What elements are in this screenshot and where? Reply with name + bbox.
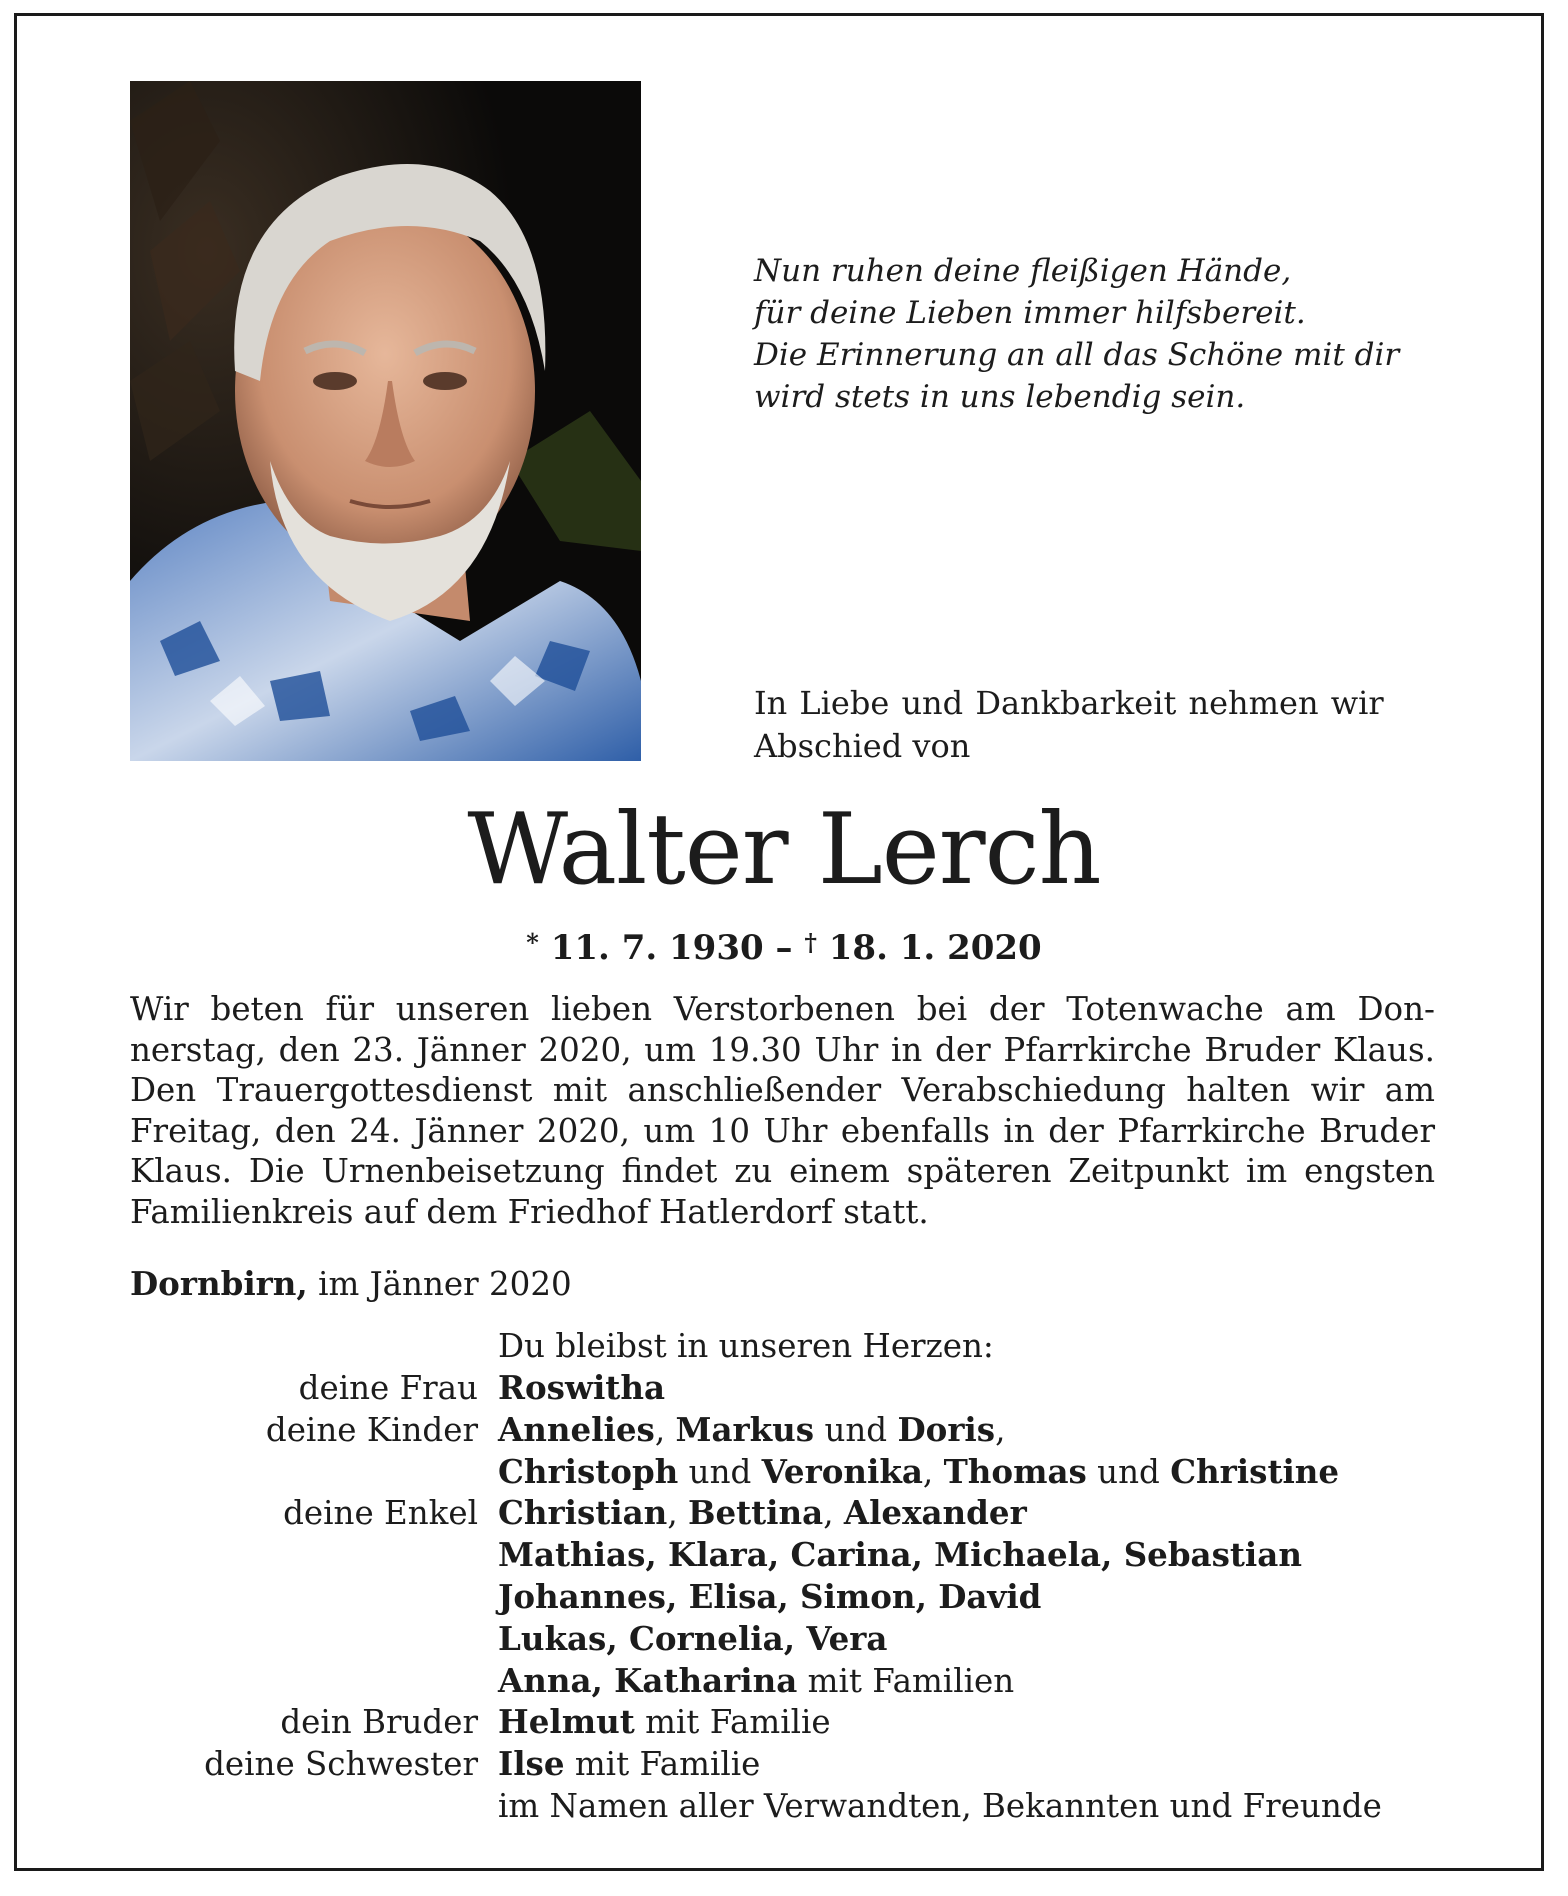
relation-names [498,1367,665,1409]
name-connector: im Namen aller Verwandten, Bekannten und Freunde [498,1787,1382,1825]
mourner-name: Alexander [843,1493,1027,1533]
relation-names [498,1743,760,1785]
place-date [130,1264,572,1304]
intro-line: In Liebe und Dankbarkeit nehmen wir [754,684,1384,722]
mourner-row [130,1492,1530,1534]
quote-line: Die Erinnerung an all das Schöne mit dir [754,337,1400,373]
mourner-name: Thomas [943,1451,1087,1491]
mourner-name: Lukas, Cornelia, Vera [498,1618,888,1658]
relation-names [498,1534,1302,1576]
relation-names [498,1576,1041,1618]
mourner-name: Mathias, Klara, Carina, Michaela, Sebastian [498,1535,1302,1575]
relation-label: deine Schwester [204,1745,478,1784]
funeral-announcement [130,989,1435,1232]
death-symbol: † [804,928,817,957]
announcement-line: Den Trauergottesdienst mit anschließender Verabschiedung halten wir am [130,1071,1435,1109]
mourner-name: Annelies [498,1409,655,1449]
mourner-row [130,1660,1530,1702]
place: Dornbirn, [130,1264,308,1303]
mourner-name: Markus [675,1409,815,1449]
mourner-row [130,1409,1530,1451]
mourner-row [130,1743,1530,1785]
mourner-row [130,1576,1530,1618]
farewell-intro [754,682,1434,768]
announcement-line: Wir beten für unseren lieben Verstorbenen bei der Totenwache am Don- [130,990,1435,1028]
mourner-row [130,1785,1530,1827]
mourners-heading: Du bleibst in unseren Herzen: [498,1327,994,1365]
life-dates [0,920,1568,971]
quote-line: für deine Lieben immer hilfsbereit. [754,295,1306,331]
relation-label: dein Bruder [280,1703,478,1742]
relation-names [498,1409,1005,1451]
mourner-name: Anna, Katharina [498,1660,798,1700]
name-connector: , [995,1410,1006,1449]
date: im Jänner 2020 [307,1265,572,1303]
name-connector: und [1086,1452,1171,1491]
mourner-row [130,1701,1530,1743]
name-connector: , [922,1452,944,1491]
name-connector: , [654,1410,676,1449]
intro-line: Abschied von [754,727,971,765]
quote-line: Nun ruhen deine fleißigen Hände, [754,253,1292,289]
announcement-line: nerstag, den 23. Jänner 2020, um 19.30 Uhr in der Pfarrkirche Bruder Klaus. [130,1030,1435,1069]
name-connector: mit Familie [634,1703,831,1742]
relation-names [498,1451,1339,1493]
name-connector: mit Familien [797,1661,1015,1700]
announcement-line: Familienkreis auf dem Friedhof Hatlerdorf statt. [130,1192,929,1231]
mourner-name: Ilse [498,1744,565,1784]
announcement-line: Klaus. Die Urnenbeisetzung findet zu einem späteren Zeitpunkt im engsten [130,1152,1435,1190]
name-connector: , [667,1494,688,1533]
relation-names [498,1618,887,1660]
memorial-quote [754,250,1454,418]
mourner-name: Christoph [498,1451,679,1491]
mourner-name: Christian [498,1493,668,1533]
name-connector: mit Familie [564,1745,761,1784]
relation-label: deine Frau [298,1369,478,1407]
mourner-row [130,1534,1530,1576]
name-connector: , [823,1494,844,1533]
mourner-row [130,1451,1530,1493]
relation-label: deine Enkel [283,1494,478,1533]
announcement-line: Freitag, den 24. Jänner 2020, um 10 Uhr ebenfalls in der Pfarrkirche Bruder [130,1111,1435,1150]
portrait-photo-icon [130,81,641,761]
mourner-name: Christine [1170,1451,1340,1491]
relation-names [498,1492,1027,1534]
death-date: 18. 1. 2020 [828,928,1042,968]
mourner-name: Roswitha [498,1368,666,1407]
birth-date: 11. 7. 1930 [550,928,764,968]
relation-label: deine Kinder [265,1410,478,1449]
quote-line: wird stets in uns lebendig sein. [754,379,1246,415]
mourner-row [130,1618,1530,1660]
mourner-name: Bettina [687,1493,824,1533]
mourner-name: Veronika [761,1451,923,1491]
relation-names [498,1785,1382,1827]
deceased-name: Walter Lerch [467,793,1101,907]
relation-names [498,1701,831,1743]
relation-names [498,1660,1014,1702]
portrait-photo [130,81,641,761]
name-connector: und [678,1452,762,1491]
mourner-name: Johannes, Elisa, Simon, David [498,1577,1042,1616]
mourner-name: Helmut [498,1702,635,1742]
mourner-row [130,1367,1530,1409]
date-separator: – [763,928,805,968]
birth-symbol: * [526,928,539,957]
name-connector: und [814,1410,898,1449]
mourner-name: Doris [897,1409,996,1449]
